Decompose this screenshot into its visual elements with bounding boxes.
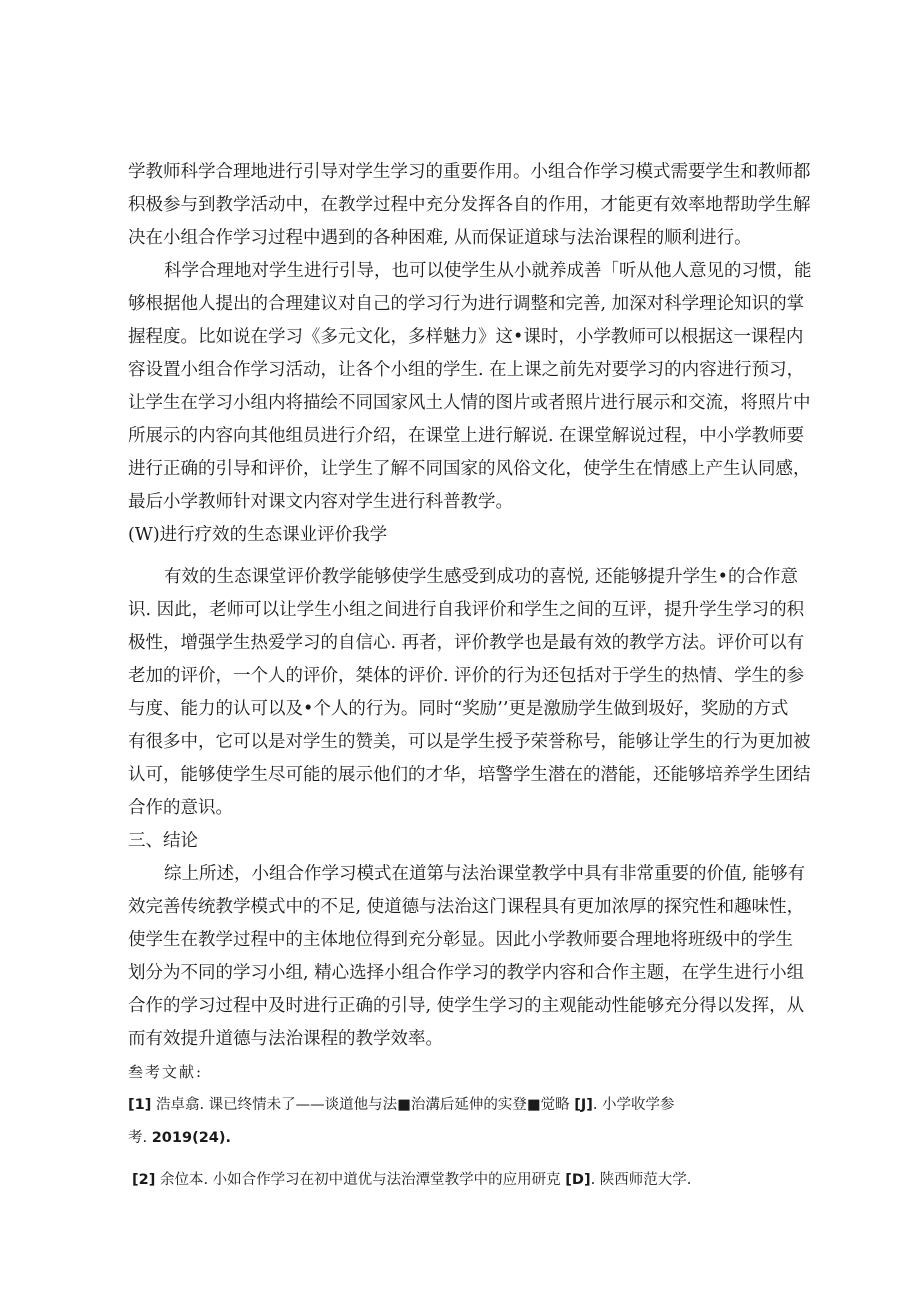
reference-text: 余位本. 小如合作学习在初中道优与法治潭堂教学中的应用研克 <box>159 1172 561 1188</box>
reference-year-issue: 2019(24). <box>151 1130 232 1146</box>
body-text-line: 与度、能力的认可以及•个人的行为。同时“奖励’’更是激励学生做到圾好，奖励的方式 <box>128 699 789 719</box>
body-text-line: 老加的评价，一个人的评价，桀体的评价. 评价的行为还包括对于学生的热情、学生的参 <box>128 666 805 686</box>
reference-source: . 小学收学参 <box>592 1097 675 1113</box>
body-text-line: 握程度。比如说在学习《多元文化，多样魅力》这•课时，小学教师可以根据这一课程内 <box>128 327 804 347</box>
body-text-line: 够根据他人提出的合理建议对自己的学习行为进行调整和完善, 加深对科学理论知识的掌 <box>128 294 805 314</box>
body-text-line: 有效的生态课堂评价教学能够使学生感受到成功的喜悦, 还能够提升学生•的合作意 <box>164 567 798 587</box>
body-text-line: 识. 因此，老师可以让学生小组之间进行自我评价和学生之间的互评，提升学生学习的积 <box>128 600 805 620</box>
body-text-line: 综上所述，小组合作学习模式在道第与法治课堂教学中具有非常重要的价值, 能够有 <box>164 864 806 884</box>
body-text-line: 学教师科学合理地进行引导对学生学习的重要作用。小组合作学习模式需要学生和教师都 <box>128 162 811 182</box>
reference-type-tag: [D] <box>565 1172 591 1188</box>
body-text-line: 让学生在学习小组内将描绘不同国家风土人情的图片或者照片进行展示和交流，将照片中 <box>128 393 811 413</box>
body-text-line: 合作的学习过程中及时进行正确的引导, 使学生学习的主观能动性能够充分得以发挥，从 <box>128 996 805 1016</box>
reference-number: [2] <box>132 1172 156 1188</box>
reference-item-2 <box>132 1168 691 1192</box>
body-text-line: 科学合理地对学生进行引导，也可以使学生从小就养成善「听从他人意见的习惯，能 <box>164 261 812 281</box>
reference-source: 考. <box>128 1130 152 1146</box>
body-text-line: 积极参与到教学活动中，在教学过程中充分发挥各自的作用，才能更有效率地帮助学生解 <box>128 195 811 215</box>
body-text-line: 而有效提升道德与法治课程的教学效率。 <box>128 1029 443 1049</box>
body-text-line: 极性，增强学生热爱学习的自信心. 再者，评价教学也是最有效的教学方法。评价可以有 <box>128 633 805 653</box>
body-text-line: 合作的意识。 <box>128 798 233 818</box>
section-heading: (W)进行疗效的生态课业评价我学 <box>128 525 388 545</box>
conclusion-heading: 三、结论 <box>128 831 198 851</box>
body-text-line: 效完善传统教学模式中的不足, 使道德与法治这门课程具有更加浓厚的探究性和趣味性， <box>128 897 805 917</box>
body-text-line: 最后小学教师针对课文内容对学生进行科普教学。 <box>128 492 513 512</box>
body-text-line: 决在小组合作学习过程中遇到的各种困难, 从而保证道球与法治课程的顺利进行。 <box>128 228 752 248</box>
reference-item-1-continued <box>128 1126 231 1150</box>
references-title: 叁考文献: <box>128 1063 204 1081</box>
body-text-line: 进行正确的引导和评价，让学生了解不同国家的风俗文化，使学生在情感上产生认同感， <box>128 459 811 479</box>
reference-text: 浩卓翕. 课已终情未了——谈道他与法■治溝后延伸的实登■觉略 <box>155 1097 570 1113</box>
body-text-line: 所展示的内容向其他组员进行介绍，在课堂上进行解说. 在课堂解说过程，中小学教师要 <box>128 426 805 446</box>
body-text-line: 使学生在教学过程中的主体地位得到充分彰显。因此小学教师要合理地将班级中的学生 <box>128 930 793 950</box>
reference-source: . 陕西师范大学. <box>590 1172 692 1188</box>
body-text-line: 划分为不同的学习小组, 精心选择小组合作学习的教学内容和合作主题，在学生进行小组 <box>128 963 805 983</box>
reference-number: [1] <box>128 1097 152 1113</box>
reference-item-1 <box>128 1093 675 1117</box>
body-text-line: 容设置小组合作学习活动，让各个小组的学生. 在上课之前先对要学习的内容进行预习， <box>128 360 805 380</box>
body-text-line: 认可，能够使学生尽可能的展示他们的才华，培警学生潜在的潜能，还能够培养学生团结 <box>128 765 811 785</box>
body-text-line: 有很多中，它可以是对学生的赞美，可以是学生授予荣誉称号，能够让学生的行为更加被 <box>128 732 811 752</box>
reference-type-tag: [J] <box>574 1097 593 1113</box>
